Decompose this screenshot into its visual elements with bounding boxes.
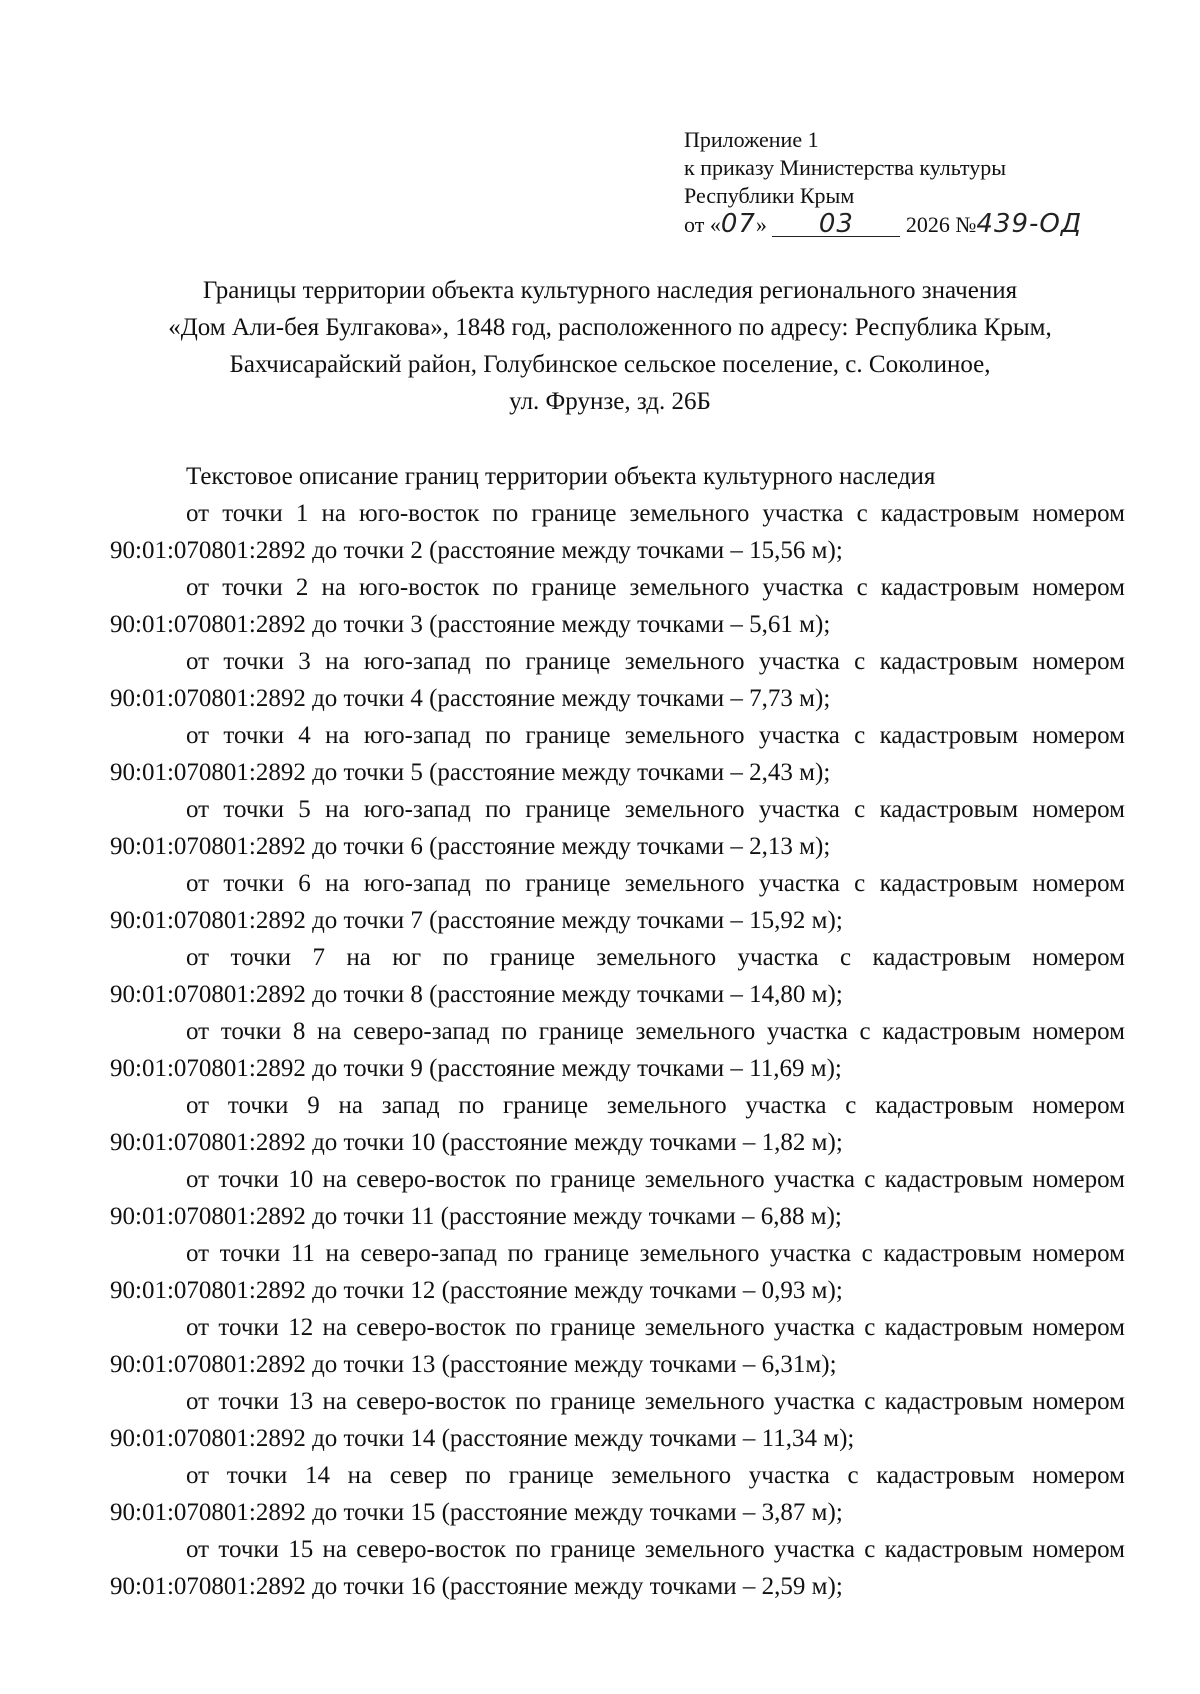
- section-subheading: Текстовое описание границ территории объекта культурного наследия: [186, 463, 936, 490]
- boundary-segment: от точки 6 на юго-запад по границе земельного участка с кадастровым номером 90:01:070801:2892 до точки 7 (расстояние между точками – 15,92 м);: [110, 870, 1125, 934]
- title-line-1: Границы территории объекта культурного наследия регионального значения: [202, 277, 1018, 304]
- boundary-segment: от точки 11 на северо-запад по границе земельного участка с кадастровым номером 90:01:070801:2892 до точки 12 (расстояние между точками – 0,93 м);: [110, 1240, 1125, 1304]
- boundary-segment: от точки 5 на юго-запад по границе земельного участка с кадастровым номером 90:01:070801:2892 до точки 6 (расстояние между точками – 2,13 м);: [110, 796, 1125, 860]
- boundary-segment: от точки 8 на северо-запад по границе земельного участка с кадастровым номером 90:01:070801:2892 до точки 9 (расстояние между точками – 11,69 м);: [110, 1018, 1125, 1082]
- annex-republic: Республики Крым: [684, 183, 855, 208]
- title-line-2: «Дом Али-бея Булгакова», 1848 год, расположенного по адресу: Республика Крым,: [168, 314, 1052, 341]
- document-body: [110, 458, 1125, 1605]
- date-prefix: от «: [684, 212, 721, 237]
- handwritten-month: 03: [818, 209, 854, 239]
- boundary-segment: от точки 9 на запад по границе земельного участка с кадастровым номером 90:01:070801:2892 до точки 10 (расстояние между точками – 1,82 м);: [110, 1092, 1125, 1156]
- boundary-segment: от точки 12 на северо-восток по границе земельного участка с кадастровым номером 90:01:070801:2892 до точки 13 (расстояние между точками – 6,31м);: [110, 1314, 1125, 1378]
- boundary-segment: от точки 10 на северо-восток по границе земельного участка с кадастровым номером 90:01:070801:2892 до точки 11 (расстояние между точками – 6,88 м);: [110, 1166, 1125, 1230]
- annex-title: Приложение 1: [684, 127, 819, 152]
- title-line-4: ул. Фрунзе, зд. 26Б: [509, 388, 711, 415]
- boundary-segment: от точки 13 на северо-восток по границе земельного участка с кадастровым номером 90:01:070801:2892 до точки 14 (расстояние между точками – 11,34 м);: [110, 1388, 1125, 1452]
- boundary-segment: от точки 2 на юго-восток по границе земельного участка с кадастровым номером 90:01:070801:2892 до точки 3 (расстояние между точками – 5,61 м);: [110, 574, 1125, 638]
- handwritten-number: 439-ОД: [976, 209, 1083, 239]
- handwritten-day: 07: [720, 209, 756, 239]
- annex-date-line: [684, 210, 1144, 239]
- date-year: 2026 №: [905, 212, 977, 237]
- boundary-segment: от точки 14 на север по границе земельного участка с кадастровым номером 90:01:070801:2892 до точки 15 (расстояние между точками – 3,87 м);: [110, 1462, 1125, 1526]
- document-title: [110, 272, 1110, 420]
- boundary-segment: от точки 1 на юго-восток по границе земельного участка с кадастровым номером 90:01:070801:2892 до точки 2 (расстояние между точками – 15,56 м);: [110, 500, 1125, 564]
- boundary-segment: от точки 15 на северо-восток по границе земельного участка с кадастровым номером 90:01:070801:2892 до точки 16 (расстояние между точками – 2,59 м);: [110, 1536, 1125, 1600]
- date-mid: »: [755, 212, 767, 237]
- boundary-segment: от точки 7 на юг по границе земельного участка с кадастровым номером 90:01:070801:2892 до точки 8 (расстояние между точками – 14,80 м);: [110, 944, 1125, 1008]
- month-blank: [772, 209, 900, 239]
- title-line-3: Бахчисарайский район, Голубинское сельское поселение, с. Соколиное,: [229, 351, 991, 378]
- annex-order-ref: к приказу Министерства культуры: [684, 155, 1007, 180]
- boundary-segment: от точки 4 на юго-запад по границе земельного участка с кадастровым номером 90:01:070801:2892 до точки 5 (расстояние между точками – 2,43 м);: [110, 722, 1125, 786]
- boundary-segment: от точки 3 на юго-запад по границе земельного участка с кадастровым номером 90:01:070801:2892 до точки 4 (расстояние между точками – 7,73 м);: [110, 648, 1125, 712]
- annex-header: [684, 126, 1144, 239]
